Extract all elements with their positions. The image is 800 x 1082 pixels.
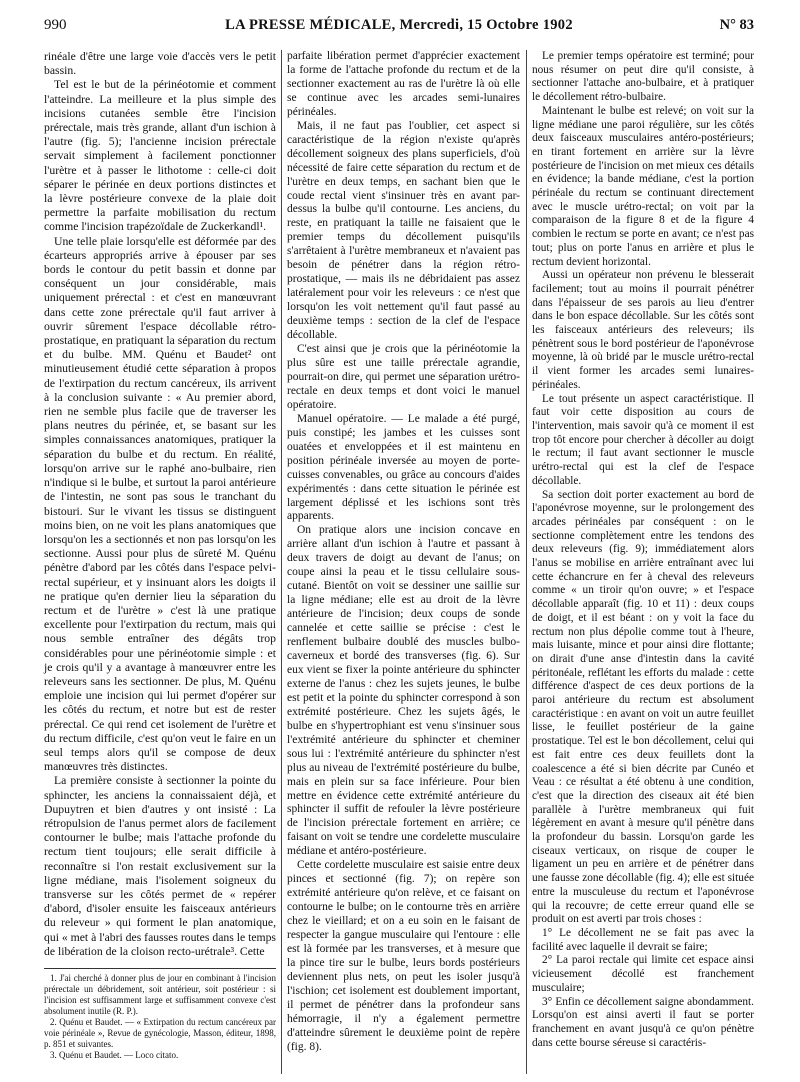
page-number: 990 xyxy=(44,17,67,33)
paragraph: rinéale d'être une large voie d'accès vers le petit bassin. xyxy=(44,50,276,78)
paragraph: La première consiste à sectionner la pointe du sphincter, les anciens la connaissaient déjà, et Dupuytren et bien d'autres y ont insisté : La rétropulsion de l'anus permet alors de facilement contourner le bulbe; mais l'attache profonde du rectum tient toujours; elle serait difficile à reconnaître si l'on restait exclusivement sur la ligne médiane, mais l'isolement soigneux du transverse sur les côtés permet de « repérer d'abord, d'isoler ensuite les faisceaux antérieurs du releveur » qui forment le plan anatomique, qui « met à l'abri des fausses routes dans le temps de libération de la cloison recto-urétrale³. Cette xyxy=(44,774,276,958)
paragraph: Une telle plaie lorsqu'elle est déformée par des écarteurs appropriés arrive à épouser par ses bords le contour du petit bassin et donne par conséquent un jour considérable, mais uniquement prérectal : et c'est en manœuvrant dans cette zone prérectale qu'il faut arriver à ouvrir sûrement l'espace décollable rétro-prostatique, en pratiquant la séparation du rectum et du bulbe. MM. Quénu et Baudet² ont minutieusement étudié cette séparation à propos de l'extirpation du rectum cancéreux, ils arrivent à la conclusion suivante : « Au premier abord, rien ne semble plus facile que de traverser les plans neutres du périnée, et, se basant sur les simples connaissances anatomiques, pratiquer la séparation du bulbe et du rectum. En réalité, lorsqu'on arrive sur le raphé ano-bulbaire, rien n'indique si le bulbe, et surtout la paroi antérieure de l'intestin, ne sont pas sous le tranchant du bistouri. Sur le vivant les tissus se distinguent moins bien, on ne voit les plans anatomiques que lorsqu'on les a sectionnés et non pas lorsqu'on les sectionne. Aussi pour plus de sûreté M. Quénu pénètre d'abord par les côtés dans l'espace pelvi-rectal supérieur, et y insinuant alors les doigts il ne pratique qu'en dernier lieu la séparation du rectum et de l'urètre » c'est là une pratique excellente pour l'extirpation du rectum, mais qui nous semble entraîner des dégâts trop considérables pour une périnéotomie simple : et je crois qu'il y a avantage à manœuvrer entre les releveurs sans les sectionner. De plus, M. Quénu emploie une incision qui lui permet d'opérer sur les côtés du rectum, et notre but est de rester prérectal. Ce qui rend cet isolement de l'urètre et du rectum difficile, c'est qu'on veut le faire en un seul temps alors qu'il se compose de deux manœuvres très distinctes. xyxy=(44,234,276,774)
issue-number: N° 83 xyxy=(719,17,754,33)
paragraph: 2° La paroi rectale qui limite cet espace ainsi vicieusement décollé est franchement musculaire; xyxy=(532,954,754,994)
paragraph: Le tout présente un aspect caractéristique. Il faut voir cette disposition au cours de l'intervention, mais savoir qu'à ce moment il est trop tôt encore pour chercher à décoller au doigt le rectum; il faut avant sectionner le muscle urétro-rectal qui est la clef de l'espace décollable. xyxy=(532,392,754,487)
running-header xyxy=(44,17,754,39)
paragraph: Tel est le but de la périnéotomie et comment l'atteindre. La meilleure et la plus simple des incisions cutanées semble être l'incision prérectale, mais très grande, allant d'un ischion à l'autre (fig. 5); l'ancienne incision prérectale servait simplement à facilement ponctionner l'urètre et à passer le lithotome : celle-ci doit séparer le périnée en deux portions distinctes et la lèvre postérieure convexe de la plaie doit permettre la parfaite mobilisation du rectum comme l'incision trapézoïdale de Zuckerkandl¹. xyxy=(44,78,276,234)
paragraph: On pratique alors une incision concave en arrière allant d'un ischion à l'autre et passant à deux travers de doigt au devant de l'anus; on coupe ainsi la peau et le tissu cellulaire sous-cutané. Bientôt on voit se dessiner une saillie sur la ligne médiane; elle est au droit de la lèvre antérieure de l'incision; deux coups de sonde cannelée et cette saillie se précise : c'est le renflement bulbaire doublé des muscles bulbo-caverneux et bordé des transverses (fig. 6). Sur eux vient se fixer la pointe antérieure du sphincter externe de l'anus : chez les sujets jeunes, le bulbe est petit et la pointe du sphincter correspond à son extrémité postérieure. Chez les sujets âgés, le bulbe en s'hypertrophiant est venu s'insinuer sous l'extrémité antérieure du sphincter et cheminer sous lui : l'extrémité antérieure du sphincter n'est plus au niveau de l'extrémité postérieure du bulbe, mais en plein sur sa face inférieure. Pour bien mettre en évidence cette extrémité antérieure du sphincter il suffit de refouler la lèvre postérieure de l'incision prérectale fortement en arrière; ce faisant on voit se tendre une cordelette musculaire médiane et antéro-postérieure. xyxy=(287,524,520,858)
footnote: 1. J'ai cherché à donner plus de jour en combinant à l'incision prérectale un débridement, soit antérieur, soit postérieur : si l'incision est suffisamment large et suffisamment convexe c'est absolument inutile (R. P.). xyxy=(44,973,276,1016)
footnote: 2. Quénu et Baudet. — « Extirpation du rectum cancéreux par voie périnéale », Revue de gynécologie, Masson, éditeur, 1898, p. 851 et suivantes. xyxy=(44,1017,276,1049)
column-middle xyxy=(287,50,520,1055)
paragraph: Maintenant le bulbe est relevé; on voit sur la ligne médiane une paroi régulière, sur les côtés deux faisceaux musculaires antéro-postérieurs; en tirant fortement en arrière sur la lèvre postérieure de l'incision on met mieux ces détails en évidence; la bande médiane, c'est la portion périnéale du rectum se continuant directement avec le muscle urétro-rectal; on voit par la comparaison de la figure 8 et de la figure 4 combien le rectum se porte en avant; ce n'est pas tout; plus on porte l'anus en arrière et plus le rectum devient horizontal. xyxy=(532,104,754,268)
paragraph: Manuel opératoire. — Le malade a été purgé, puis constipé; les jambes et les cuisses sont ouatées et enveloppées et il est maintenu en position périnéale inversée au moyen de porte-cuisses convenables, ou grâce au concours d'aides expérimentés : dans cette situation le périnée est largement déplissé et les ischions sont très apparents. xyxy=(287,412,520,523)
paragraph: Mais, il ne faut pas l'oublier, cet aspect si caractéristique de la région n'existe qu'après décollement soigneux des plans superficiels, d'où nécessité de faire cette séparation du rectum et de l'urètre en deux temps, en sachant bien que le coude rectal vient s'insinuer très en avant par-dessus la bulbe qu'il contourne. Les anciens, du reste, en pratiquant la taille ne faisaient que le premier temps du décollement puisqu'ils s'arrêtaient à l'urètre membraneux et n'avaient pas besoin de pénétrer dans la région rétro-prostatique, — mais ils ne débridaient pas assez latéralement pour voir les releveurs : ce n'est que lorsqu'on les voit nettement qu'il faut passé au deuxième temps : section de la clef de l'espace décollable. xyxy=(287,119,520,342)
footnote: 3. Quénu et Baudet. — Loco citato. xyxy=(50,1050,179,1060)
paragraph: parfaite libération permet d'apprécier exactement la forme de l'attache profonde du rectum et de la sectionner exactement au ras de l'urètre là où elle se continue avec les arcades semi-lunaires périnéales. xyxy=(287,50,520,118)
column-rule xyxy=(281,50,282,1074)
column-rule xyxy=(526,50,527,1074)
paragraph: Cette cordelette musculaire est saisie entre deux pinces et sectionné (fig. 7); on repère son extrémité antérieure qu'on relève, et ce faisant on contourne le bulbe; on le contourne très en arrière chez le vieillard; et on a eu soin en le faisant de respecter la gangue musculaire qui l'entoure : elle est là formée par les transverses, et à mesure que la pince tire sur le bulbe, leurs bords postérieurs deviennent plus nets, on peut les isoler jusqu'à l'ischion; cet isolement est doublement important, il permet de pénétrer dans la profondeur sans hémorragie, il n'y a également permettre d'atteindre sûrement le deuxième point de repère (fig. 8). xyxy=(287,859,520,1053)
column-left xyxy=(44,50,276,1061)
paragraph: 1° Le décollement ne se fait pas avec la facilité avec laquelle il devrait se faire; xyxy=(532,927,754,953)
paragraph: Le premier temps opératoire est terminé; pour nous résumer on peut dire qu'il consiste, à sectionner l'attache ano-bulbaire, et à pratiquer le décollement rétro-bulbaire. xyxy=(532,50,754,104)
column-right xyxy=(532,50,754,1050)
footnote-rule xyxy=(44,968,276,969)
paragraph: Aussi un opérateur non prévenu le blesserait facilement; tout au moins il pourrait pénétrer dans l'épaisseur de ses parois au lieu d'entrer dans le bon espace décollable. Sur les côtés sont les faisceaux antérieurs des releveurs; ils pénètrent sous le bord postérieur de l'aponévrose moyenne, là où bridé par le muscle urétro-rectal il vient former les arcades semi lunaires-périnéales. xyxy=(532,269,754,391)
paragraph: Sa section doit porter exactement au bord de l'aponévrose moyenne, sur le prolongement des arcades périnéales par conséquent : on le sectionne complètement entre les tendons des deux releveurs (fig. 9); immédiatement alors l'anus se mobilise en arrière entraînant avec lui cette échancrure en fer à cheval des releveurs comme « un tiroir qu'on ouvre; » et l'espace décollable apparaît (fig. 10 et 11) : deux coups de doigt, et il est béant : on y voit la face du rectum non plus dépolie comme tout à l'heure, mais luisante, mince et pour ainsi dire flottante; on dirait d'une anse d'intestin dans la cavité péritonéale, reflétant les efforts du malade : cette différence d'aspect de ces deux portions de la paroi antérieure du rectum est absolument caractéristique : en avant on voit un autre feuillet lisse, le feuillet postérieur de la gaine prostatique. Tel est le bon décollement, celui qui est fait entre ces deux feuillets dont la coalescence a été si bien décrite par Cunéo et Veau : ce résultat a été obtenu à une condition, c'est que la direction des ciseaux ait été bien parallèle à l'urètre membraneux qui fuit légèrement en avant à mesure qu'il pénètre dans la profondeur du bassin. Lorsqu'on garde les ciseaux verticaux, on risque de couper le ligament un peu en arrière et de pénétrer dans une fausse zone décollable (fig. 4); elle est située entre la musculeuse du rectum et l'aponévrose qui la recouvre; de cette erreur quand elle se produit on est averti par trois choses : xyxy=(532,488,754,926)
paragraph: C'est ainsi que je crois que la périnéotomie la plus sûre est une taille prérectale agrandie, pourrait-on dire, qui permet une séparation urétro-rectale en deux temps et dont voici le manuel opératoire. xyxy=(287,343,520,411)
paragraph: 3° Enfin ce décollement saigne abondamment. Lorsqu'on est ainsi averti il faut se porter franchement en avant jusqu'à ce qu'on pénètre dans cette bourse séreuse si caractéris- xyxy=(532,995,754,1049)
footnotes xyxy=(44,973,276,1061)
journal-title: LA PRESSE MÉDICALE, Mercredi, 15 Octobre 1902 xyxy=(225,17,573,33)
